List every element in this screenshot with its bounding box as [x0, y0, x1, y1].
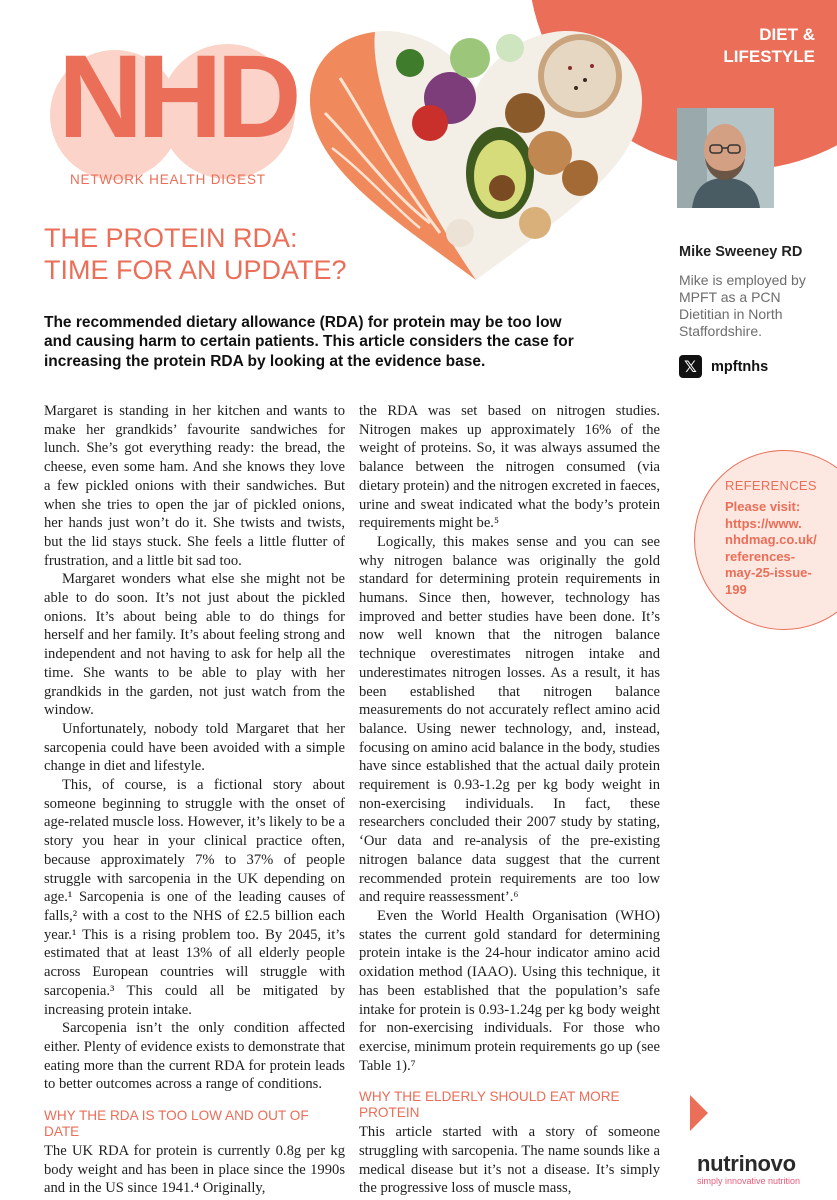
references-callout: [694, 450, 837, 630]
paragraph: Sarcopenia isn’t the only condition affected either. Plenty of evidence exists to demonstrate that eating more than the current RDA for protein leads to better outcomes across a range of conditions.: [44, 1020, 345, 1093]
author-name: Mike Sweeney RD: [679, 244, 803, 260]
article-title: [44, 222, 347, 286]
paragraph: Margaret is standing in her kitchen and wants to make her grandkids’ favourite sandwiches for lunch. She’s got everything ready: the bread, the cheese, even some ham. And she knows they love a few pickled onions with their sandwiches. But when she tries to open the jar of pickled onions, her hands just won’t do it. She twists and twists, but the lid stays stuck. She feels a little flutter of frustration, and a little bit sad too.: [44, 403, 345, 569]
section-label-line1: DIET &: [759, 25, 815, 44]
sponsor-tagline: simply innovative nutrition: [697, 1176, 801, 1186]
paragraph: the RDA was set based on nitrogen studies. Nitrogen makes up approximately 16% of the weight of proteins. So, it was always assumed the balance between the nitrogen consumed (via dietary protein) and the nitrogen excreted in faeces, urine and sweat indicated what the body’s protein requirements might be.⁵: [359, 403, 660, 532]
sponsor-logo: [697, 1153, 800, 1186]
paragraph: This article started with a story of someone struggling with sarcopenia. The name sounds like a medical disease but it’s not a disease. It’s simply the progressive loss of muscle mass,: [359, 1124, 660, 1197]
nhd-logo: [40, 28, 300, 193]
left-column: [44, 402, 345, 1198]
section-label: [723, 24, 815, 68]
article-title-line2: TIME FOR AN UPDATE?: [44, 255, 347, 285]
paragraph: Logically, this makes sense and you can see why nitrogen balance was originally the gold standard for determining protein requirements in humans. Since then, however, technology has improved and better studies have been done. It’s now well known that the nitrogen balance technique overestimates nitrogen intake and underestimates nitrogen losses. As a result, it has been established that nitrogen balance measurements do not accurately reflect amino acid balance. Using newer technology, and, instead, focusing on amino acid balance in the body, studies have since established that the actual daily protein requirement is 0.93-1.2g per kg body weight in non-exercising individuals. In fact, these researchers concluded their 2007 study by stating, ‘Our data and re-analysis of the pre-existing nitrogen balance data suggest that the current recommended protein requirements are too low and require reassessment’.⁶: [359, 533, 660, 906]
section-heading: WHY THE RDA IS TOO LOW AND OUT OF DATE: [44, 1108, 309, 1140]
standfirst: The recommended dietary allowance (RDA) for protein may be too low and causing harm to certain patients. This article considers the case for increasing the protein RDA by looking at the evidence base.: [44, 314, 574, 370]
article-title-line1: THE PROTEIN RDA:: [44, 223, 298, 253]
logo-subtitle: NETWORK HEALTH DIGEST: [70, 172, 266, 187]
right-column: [359, 402, 660, 1198]
logo-letters: NHD: [58, 31, 296, 163]
author-photo: [677, 108, 774, 208]
paragraph: This, of course, is a fictional story about someone beginning to struggle with the onset of age-related muscle loss. However, it’s likely to be a story you hear in your clinical practice often, because approximately 7% to 37% of people struggle with sarcopenia in the UK depending on age.¹ Sarcopenia is one of the leading causes of falls,² with a cost to the NHS of £2.5 billion each year.¹ This is a rising problem too. By 2045, it’s estimated that at least 13% of all elderly people across European countries will struggle with sarcopenia.³ This could all be mitigated by increasing protein intake.: [44, 777, 345, 1018]
author-bio: Mike is employed by MPFT as a PCN Dietitian in North Staffordshire.: [679, 272, 806, 339]
paragraph: Margaret wonders what else she might not be able to do soon. It’s not just about the pickled onions. It’s about being able to do things for herself and her family. It’s about feeling strong and independent and not having to ask for help all the time. She wants to be able to play with her grandkids in the garden, not just watch from the window.: [44, 571, 345, 719]
references-link[interactable]: Please visit: https://www. nhdmag.co.uk/ references-may-25-issue-199: [725, 499, 817, 597]
references-heading: REFERENCES: [725, 478, 817, 493]
sponsor-name: nutrinovo: [697, 1151, 796, 1176]
section-label-line2: LIFESTYLE: [723, 47, 815, 66]
paragraph: Unfortunately, nobody told Margaret that her sarcopenia could have been avoided with a simple change in diet and lifestyle.: [44, 720, 345, 775]
paragraph: Even the World Health Organisation (WHO) states the current gold standard for determining protein intake is the 24-hour indicator amino acid oxidation method (IAAO). Using this technique, it has been established that the population’s safe intake for protein is 0.93-1.24g per kg body weight for non-exercising individuals. For those who exercise, minimum protein requirements go up (see Table 1).⁷: [359, 907, 660, 1074]
social-link[interactable]: [679, 355, 768, 378]
paragraph: The UK RDA for protein is currently 0.8g per kg body weight and has been in place since the 1990s and in the US since 1941.⁴ Originally,: [44, 1143, 345, 1197]
next-page-chevron-icon: [690, 1095, 708, 1131]
section-heading: WHY THE ELDERLY SHOULD EAT MORE PROTEIN: [359, 1089, 620, 1121]
social-handle[interactable]: mpftnhs: [711, 358, 769, 375]
x-social-icon[interactable]: 𝕏: [679, 355, 702, 378]
